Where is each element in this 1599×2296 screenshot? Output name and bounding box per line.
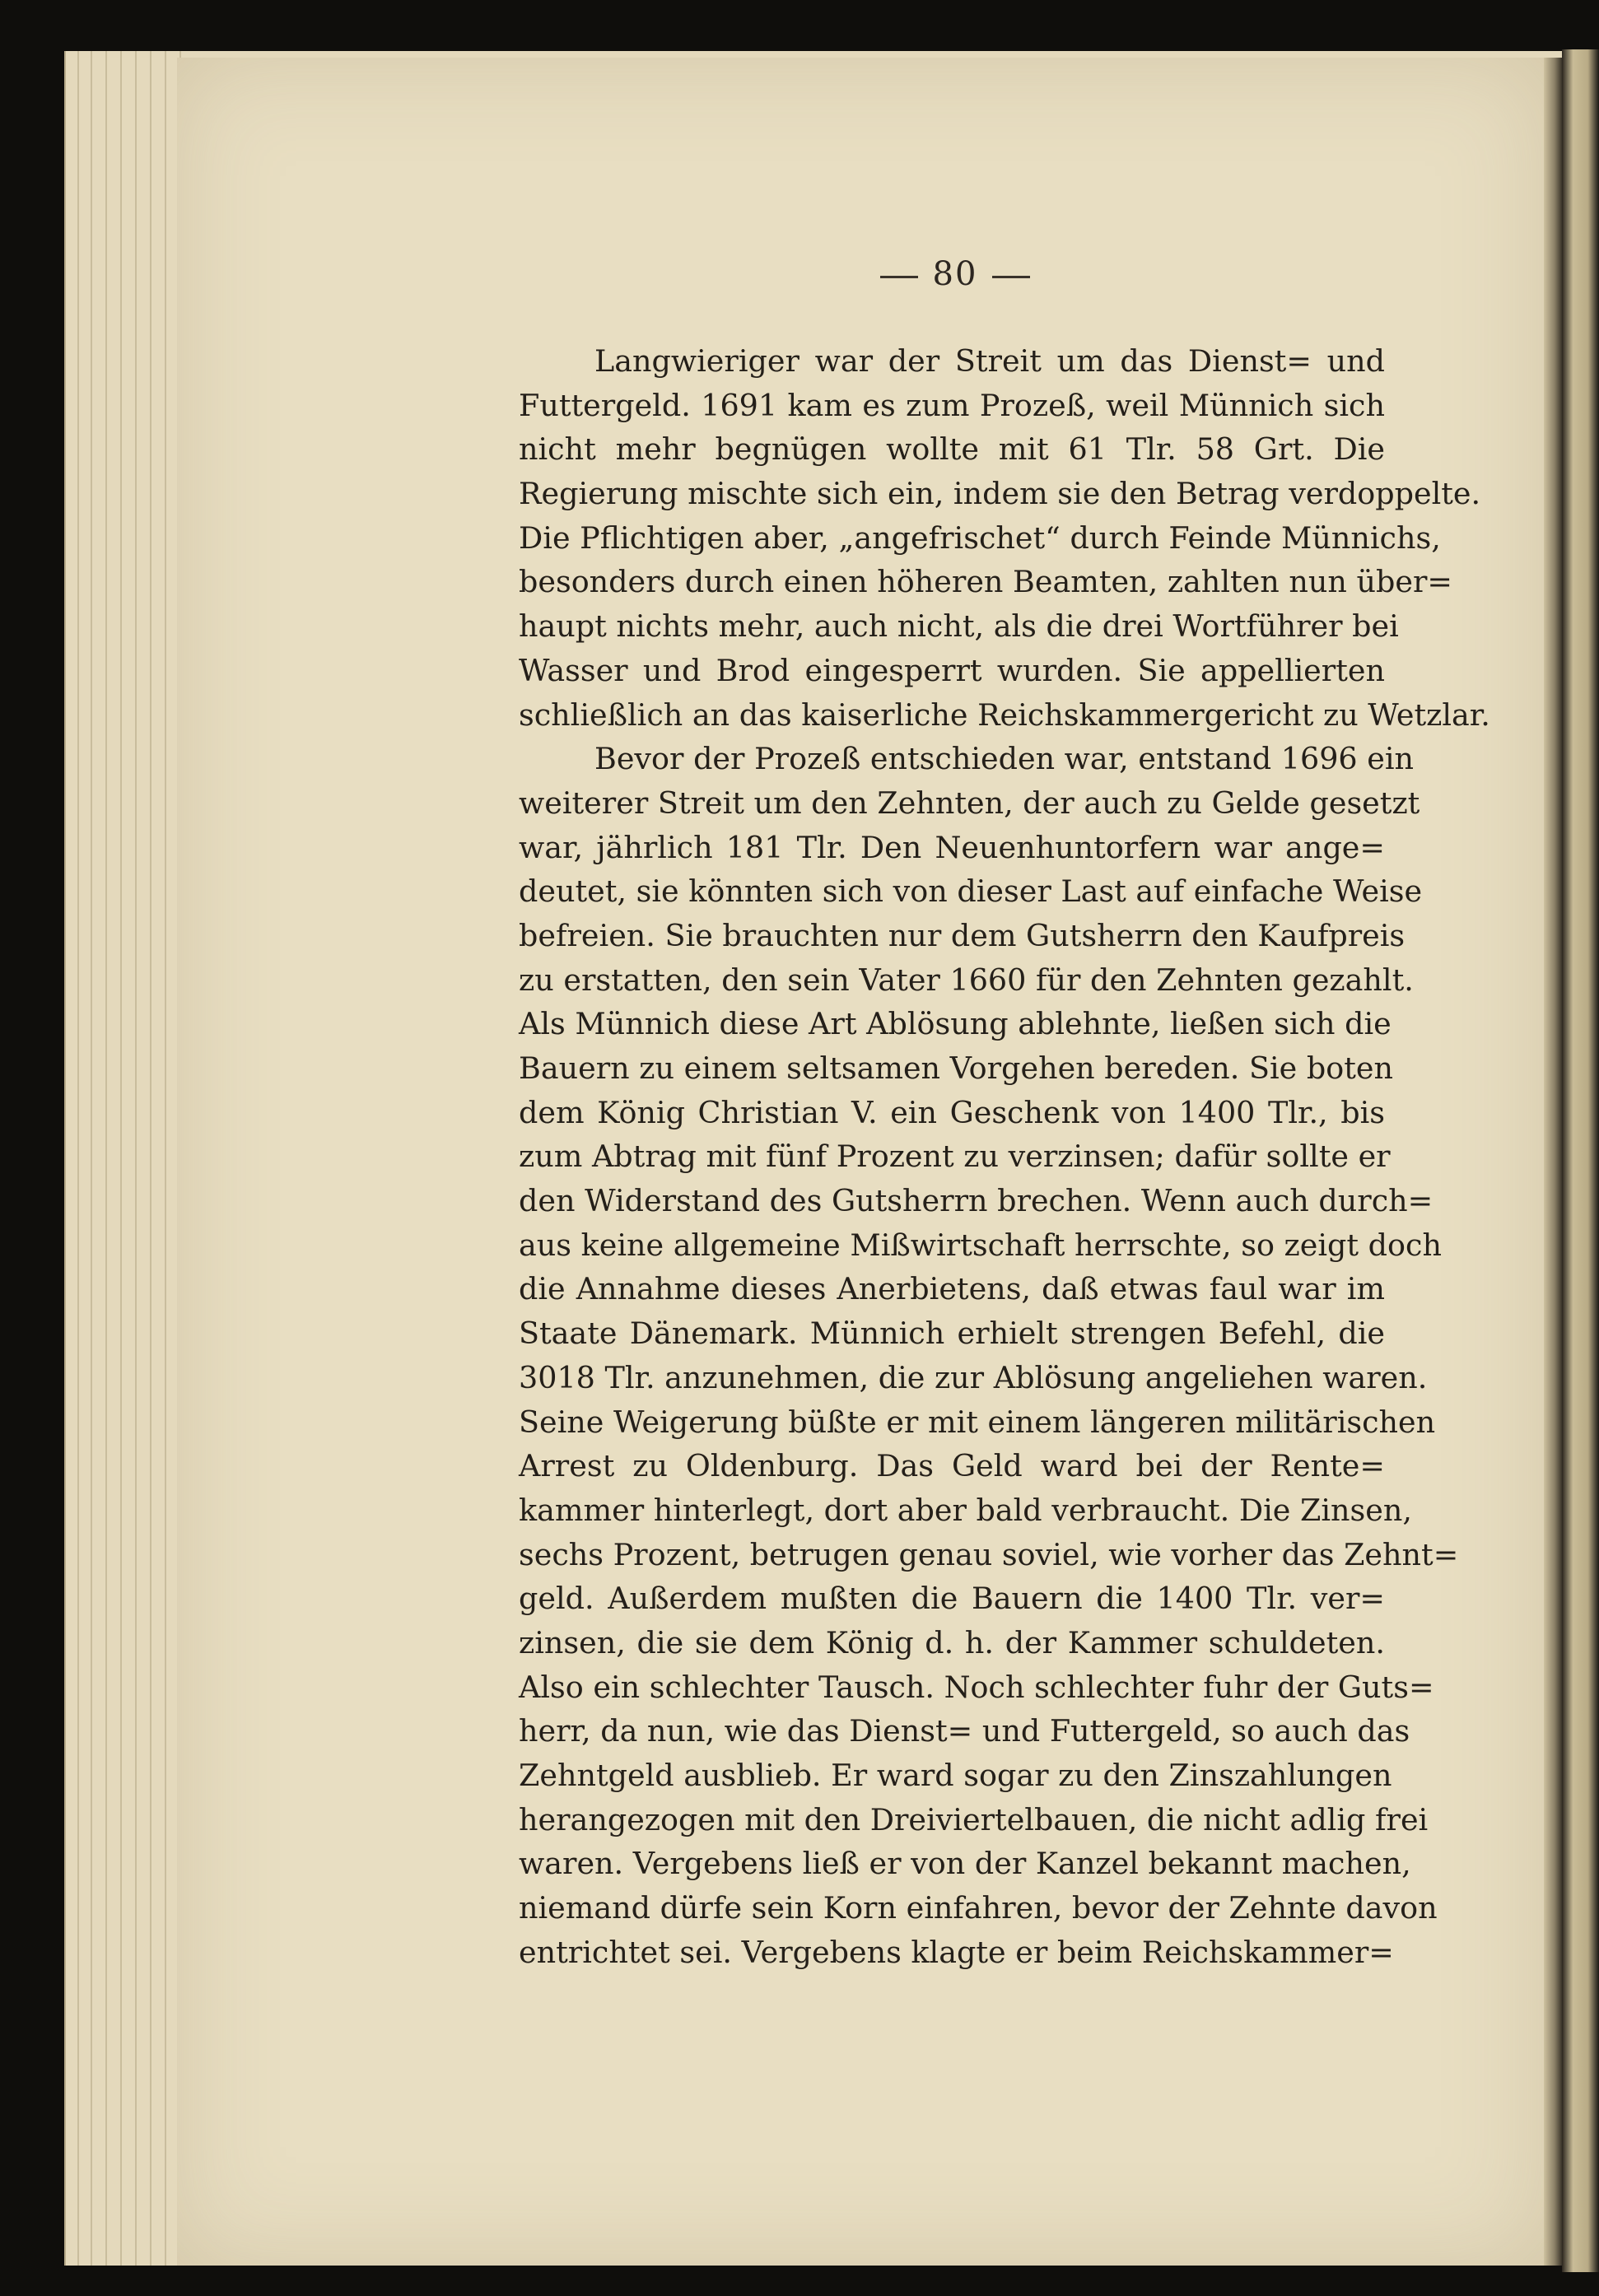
text-line: haupt nichts mehr, auch nicht, als die drei Wortführer bei bbox=[519, 608, 1399, 645]
text-line: entrichtet sei. Vergebens klagte er beim Reichskammer= bbox=[519, 1934, 1394, 1970]
text-line: sechs Prozent, betrugen genau soviel, wie vorher das Zehnt= bbox=[519, 1536, 1459, 1572]
text-line: dem König Christian V. ein Geschenk von 1400 Tlr., bis bbox=[519, 1094, 1385, 1130]
page-edge bbox=[91, 51, 92, 2266]
text-line: Zehntgeld ausblieb. Er ward sogar zu den Zinszahlungen bbox=[519, 1758, 1392, 1793]
text-line: weiterer Streit um den Zehnten, der auch zu Gelde gesetzt bbox=[519, 785, 1420, 821]
text-line: kammer hinterlegt, dort aber bald verbraucht. Die Zinsen, bbox=[519, 1492, 1412, 1528]
text-line: Also ein schlechter Tausch. Noch schlechter fuhr der Guts= bbox=[519, 1669, 1434, 1705]
text-line: den Widerstand des Gutsherrn brechen. Wenn auch durch= bbox=[519, 1183, 1434, 1219]
text-line: Als Münnich diese Art Ablösung ablehnte, ließen sich die bbox=[519, 1006, 1392, 1042]
text-line: nicht mehr begnügen wollte mit 61 Tlr. 58 Grt. Die bbox=[519, 431, 1385, 468]
text-line: Staate Dänemark. Münnich erhielt strengen Befehl, die bbox=[519, 1316, 1385, 1352]
page-binding-shadow bbox=[1544, 58, 1562, 2266]
text-line: zum Abtrag mit fünf Prozent zu verzinsen; dafür sollte er bbox=[519, 1139, 1391, 1175]
text-line: die Annahme dieses Anerbietens, daß etwas faul war im bbox=[519, 1271, 1385, 1307]
text-line: herangezogen mit den Dreiviertelbauen, die nicht adlig frei bbox=[519, 1801, 1429, 1837]
text-line: schließlich an das kaiserliche Reichskammergericht zu Wetzlar. bbox=[519, 696, 1490, 733]
page-edge bbox=[77, 51, 79, 2266]
dash-left bbox=[880, 276, 918, 278]
text-line: 3018 Tlr. anzunehmen, die zur Ablösung angeliehen waren. bbox=[519, 1359, 1428, 1395]
text-line: niemand dürfe sein Korn einfahren, bevor der Zehnte davon bbox=[519, 1890, 1438, 1926]
text-line: Seine Weigerung büßte er mit einem längeren militärischen bbox=[519, 1404, 1436, 1440]
text-line: war, jährlich 181 Tlr. Den Neuenhuntorfern war ange= bbox=[519, 829, 1385, 865]
body-text bbox=[519, 339, 1490, 1974]
page-edge bbox=[135, 51, 137, 2266]
text-line: Wasser und Brod eingesperrt wurden. Sie appellierten bbox=[519, 652, 1385, 688]
text-line: Regierung mischte sich ein, indem sie den Betrag verdoppelte. bbox=[519, 476, 1481, 512]
page-edge bbox=[165, 51, 166, 2266]
text-line: geld. Außerdem mußten die Bauern die 1400 Tlr. ver= bbox=[519, 1581, 1385, 1617]
facing-page-sliver bbox=[1562, 49, 1599, 2272]
text-line: Langwieriger war der Streit um das Dienst= und bbox=[594, 343, 1385, 379]
text-line: herr, da nun, wie das Dienst= und Futtergeld, so auch das bbox=[519, 1713, 1410, 1749]
text-line: waren. Vergebens ließ er von der Kanzel bekannt machen, bbox=[519, 1846, 1411, 1882]
page-edge bbox=[105, 51, 107, 2266]
text-line: Bauern zu einem seltsamen Vorgehen bereden. Sie boten bbox=[519, 1050, 1393, 1086]
text-line: zinsen, die sie dem König d. h. der Kammer schuldeten. bbox=[519, 1624, 1385, 1660]
page-number-value: 80 bbox=[932, 255, 978, 293]
text-line: deutet, sie könnten sich von dieser Last auf einfache Weise bbox=[519, 873, 1423, 910]
text-line: besonders durch einen höheren Beamten, zahlten nun über= bbox=[519, 564, 1452, 600]
text-line: aus keine allgemeine Mißwirtschaft herrschte, so zeigt doch bbox=[519, 1227, 1442, 1263]
text-line: Arrest zu Oldenburg. Das Geld ward bei der Rente= bbox=[519, 1448, 1385, 1484]
page-number bbox=[823, 255, 1087, 293]
text-line: Bevor der Prozeß entschieden war, entstand 1696 ein bbox=[594, 741, 1415, 777]
page-edge bbox=[150, 51, 152, 2266]
text-line: Futtergeld. 1691 kam es zum Prozeß, weil Münnich sich bbox=[519, 387, 1385, 423]
text-line: Die Pflichtigen aber, „angefrischet“ durch Feinde Münnichs, bbox=[519, 519, 1441, 556]
text-line: zu erstatten, den sein Vater 1660 für den Zehnten gezahlt. bbox=[519, 962, 1414, 998]
page-edge bbox=[120, 51, 122, 2266]
dash-right bbox=[992, 276, 1030, 278]
text-line: befreien. Sie brauchten nur dem Gutsherrn den Kaufpreis bbox=[519, 917, 1406, 953]
